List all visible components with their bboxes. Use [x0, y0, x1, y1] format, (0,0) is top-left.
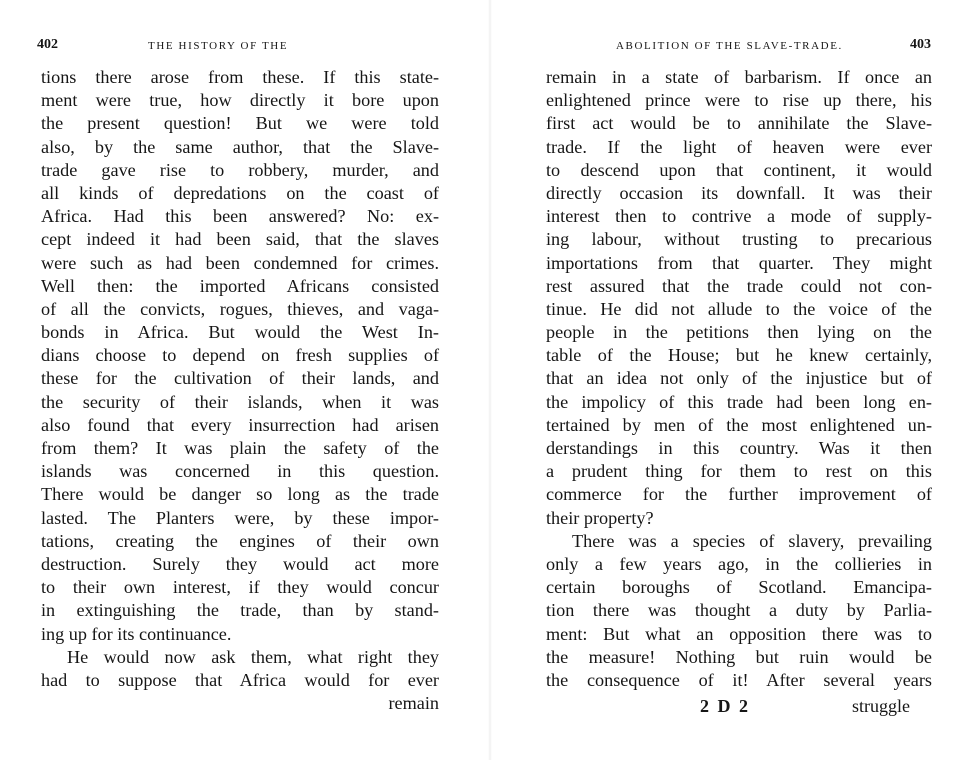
catchword: struggle — [852, 696, 910, 716]
text-line: derstandings in this country. Was it then — [546, 438, 932, 458]
text-line: certain boroughs of Scotland. Emancipa- — [546, 577, 932, 598]
text-line: of all the convicts, rogues, thieves, and vaga- — [41, 298, 439, 319]
text-line: He would now ask them, what right they — [67, 646, 439, 667]
text-line: the consequence of it! After several years — [546, 669, 932, 690]
text-line: that an idea not only of the injustice but of — [546, 368, 932, 389]
catchword: remain — [388, 693, 439, 714]
text-line: trade gave rise to robbery, murder, and — [41, 159, 439, 180]
text-line: these for the cultivation of their lands, and — [41, 368, 439, 389]
text-line: a prudent thing for them to rest on this — [546, 461, 932, 482]
text-line: people in the petitions then lying on the — [546, 322, 932, 343]
text-line: importations from that quarter. They might — [546, 252, 932, 273]
text-line: also, by the same author, that the Slave- — [41, 136, 439, 157]
text-line: islands was concerned in this question. — [41, 461, 439, 482]
text-line: Africa. Had this been answered? No: ex- — [41, 206, 439, 227]
text-line: tations, creating the engines of their own — [41, 530, 439, 551]
signature-mark: 2 D 2 — [700, 696, 750, 716]
text-line: tertained by men of the most enlightened un- — [546, 414, 932, 435]
text-line: Well then: the imported Africans consisted — [41, 275, 439, 296]
running-head: THE HISTORY OF THE — [148, 40, 289, 52]
text-line: in extinguishing the trade, than by stand- — [41, 600, 439, 621]
page-number: 402 — [37, 37, 58, 52]
text-line: the impolicy of this trade had been long en- — [546, 391, 932, 412]
text-line: first act would be to annihilate the Slave- — [546, 113, 932, 134]
text-line: the measure! Nothing but ruin would be — [546, 646, 932, 667]
text-line: to their own interest, if they would concur — [41, 577, 439, 598]
text-line: to descend upon that continent, it would — [546, 159, 932, 180]
text-line: ing up for its continuance. — [41, 623, 232, 644]
text-line: enlightened prince were to rise up there, his — [546, 90, 932, 111]
text-line: cept indeed it had been said, that the slaves — [41, 229, 439, 250]
running-head: ABOLITION OF THE SLAVE-TRADE. — [616, 40, 843, 52]
text-line: lasted. The Planters were, by these impor- — [41, 507, 439, 528]
text-line: ing labour, without trusting to precarious — [546, 229, 932, 250]
text-line: There would be danger so long as the trade — [41, 484, 439, 505]
text-line: interest then to contrive a mode of supply- — [546, 206, 932, 227]
text-line: tion there was thought a duty by Parlia- — [546, 600, 932, 621]
text-line: from them? It was plain the safety of the — [41, 438, 439, 458]
text-line: the security of their islands, when it was — [41, 391, 439, 412]
text-line: dians choose to depend on fresh supplies of — [41, 345, 439, 366]
text-line: There was a species of slavery, prevailing — [572, 530, 932, 551]
text-line: commerce for the further improvement of — [546, 484, 932, 505]
text-line: were such as had been condemned for crimes. — [41, 252, 439, 273]
text-line: had to suppose that Africa would for ever — [41, 669, 439, 690]
text-line: only a few years ago, in the collieries in — [546, 553, 932, 574]
text-line: bonds in Africa. But would the West In- — [41, 322, 439, 343]
text-line: remain in a state of barbarism. If once an — [546, 67, 932, 87]
text-line: destruction. Surely they would act more — [41, 553, 439, 574]
page-body — [41, 66, 439, 715]
text-line: tions there arose from these. If this state- — [41, 67, 439, 87]
text-line: ment: But what an opposition there was to — [546, 623, 932, 644]
text-line: also found that every insurrection had arisen — [41, 414, 439, 435]
text-line: rest assured that the trade could not con- — [546, 275, 932, 296]
text-line: the present question! But we were told — [41, 113, 439, 134]
page-number: 403 — [910, 37, 931, 52]
text-line: all kinds of depredations on the coast of — [41, 182, 439, 203]
text-line: trade. If the light of heaven were ever — [546, 136, 932, 157]
text-line: their property? — [546, 507, 654, 528]
right-page — [490, 0, 980, 760]
text-line: ment were true, how directly it bore upon — [41, 90, 439, 111]
text-line: table of the House; but he knew certainly, — [546, 345, 932, 366]
text-line: directly occasion its downfall. It was their — [546, 182, 932, 203]
text-line: tinue. He did not allude to the voice of the — [546, 298, 932, 319]
page-body — [546, 66, 932, 692]
